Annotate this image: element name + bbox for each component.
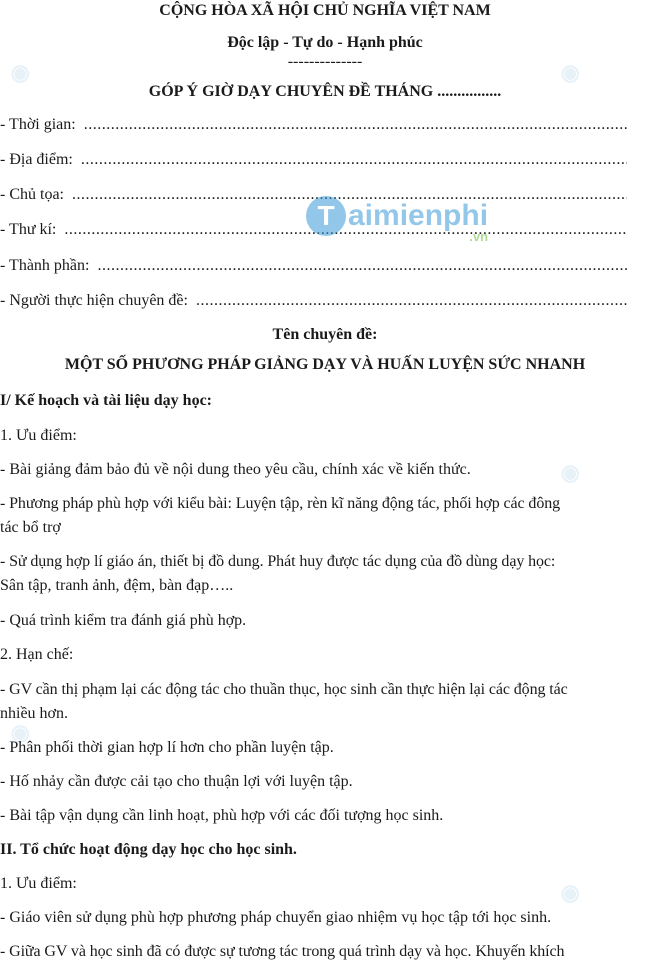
- watermark-letter: T: [306, 196, 346, 236]
- field-time: [0, 115, 627, 135]
- list-item: - Phương pháp phù hợp với kiểu bài: Luyện tập, rèn kĩ năng động tác, phối hợp các đông: [0, 495, 561, 512]
- section-1-limitations-label: 2. Hạn chế:: [0, 646, 74, 663]
- watermark-text: aimienphi: [348, 199, 489, 232]
- topic-label: Tên chuyên đề:: [272, 326, 378, 343]
- list-item: - GV cần thị phạm lại các động tác cho thuần thục, học sinh cần thực hiện lại các động tác: [0, 681, 568, 698]
- field-label: - Thời gian:: [0, 116, 76, 133]
- list-item: - Giữa GV và học sinh đã có được sự tương tác trong quá trình dạy và học. Khuyến khích: [0, 943, 565, 960]
- watermark-pattern-icon: ◉: [4, 56, 35, 89]
- list-item-continuation: nhiều hơn.: [0, 705, 69, 722]
- watermark-pattern-icon: ◉: [554, 456, 585, 489]
- list-item-continuation: tác bổ trợ: [0, 519, 61, 536]
- field-label: - Thành phần:: [0, 257, 90, 274]
- motto: Độc lập - Tự do - Hạnh phúc: [227, 34, 423, 51]
- list-item: - Bài giảng đảm bảo đủ về nội dung theo yêu cầu, chính xác về kiến thức.: [0, 461, 471, 478]
- list-item-continuation: Sân tập, tranh ảnh, đệm, bàn đạp…..: [0, 577, 234, 594]
- watermark-pattern-icon: ◉: [4, 716, 35, 749]
- fill-line: [97, 256, 627, 276]
- field-location: [0, 150, 627, 170]
- watermark-pattern-icon: ◉: [554, 56, 585, 89]
- list-item: - Bài tập vận dụng cần linh hoạt, phù hợp với các đối tượng học sinh.: [0, 807, 444, 824]
- list-item: - Sử dụng hợp lí giáo án, thiết bị đồ dung. Phát huy được tác dụng của đồ dùng dạy học:: [0, 553, 556, 570]
- watermark-pattern-icon: ◉: [554, 876, 585, 909]
- doc-title: GÓP Ý GIỜ DẠY CHUYÊN ĐỀ THÁNG ................: [148, 83, 502, 100]
- list-item: - Phân phối thời gian hợp lí hơn cho phần luyện tập.: [0, 739, 334, 756]
- field-label: - Địa điểm:: [0, 151, 73, 168]
- watermark-suffix: .vn: [469, 229, 489, 244]
- section-1-advantages-label: 1. Ưu điểm:: [0, 427, 77, 444]
- fill-line: [81, 150, 627, 170]
- field-label: - Chủ tọa:: [0, 186, 64, 203]
- field-label: - Thư kí:: [0, 221, 57, 238]
- fill-line: [196, 291, 627, 311]
- fill-line: [84, 115, 627, 135]
- watermark-logo: [306, 196, 489, 244]
- list-item: - Quá trình kiểm tra đánh giá phù hợp.: [0, 612, 247, 629]
- topic-name: MỘT SỐ PHƯƠNG PHÁP GIẢNG DẠY VÀ HUẤN LUYỆN SỨC NHANH: [64, 356, 586, 373]
- field-members: [0, 256, 627, 276]
- section-2-advantages-label: 1. Ưu điểm:: [0, 875, 77, 892]
- section-2-heading: II. Tổ chức hoạt động dạy học cho học sinh.: [0, 841, 297, 858]
- header-separator: --------------: [287, 53, 363, 70]
- field-label: - Người thực hiện chuyên đề:: [0, 292, 188, 309]
- field-presenter: [0, 291, 627, 311]
- country-header: CỘNG HÒA XÃ HỘI CHỦ NGHĨA VIỆT NAM: [159, 2, 491, 19]
- section-1-heading: I/ Kế hoạch và tài liệu dạy học:: [0, 392, 213, 409]
- list-item: - Hố nhảy cần được cải tạo cho thuận lợi với luyện tập.: [0, 773, 353, 790]
- list-item: - Giáo viên sử dụng phù hợp phương pháp chuyển giao nhiệm vụ học tập tới học sinh.: [0, 909, 552, 926]
